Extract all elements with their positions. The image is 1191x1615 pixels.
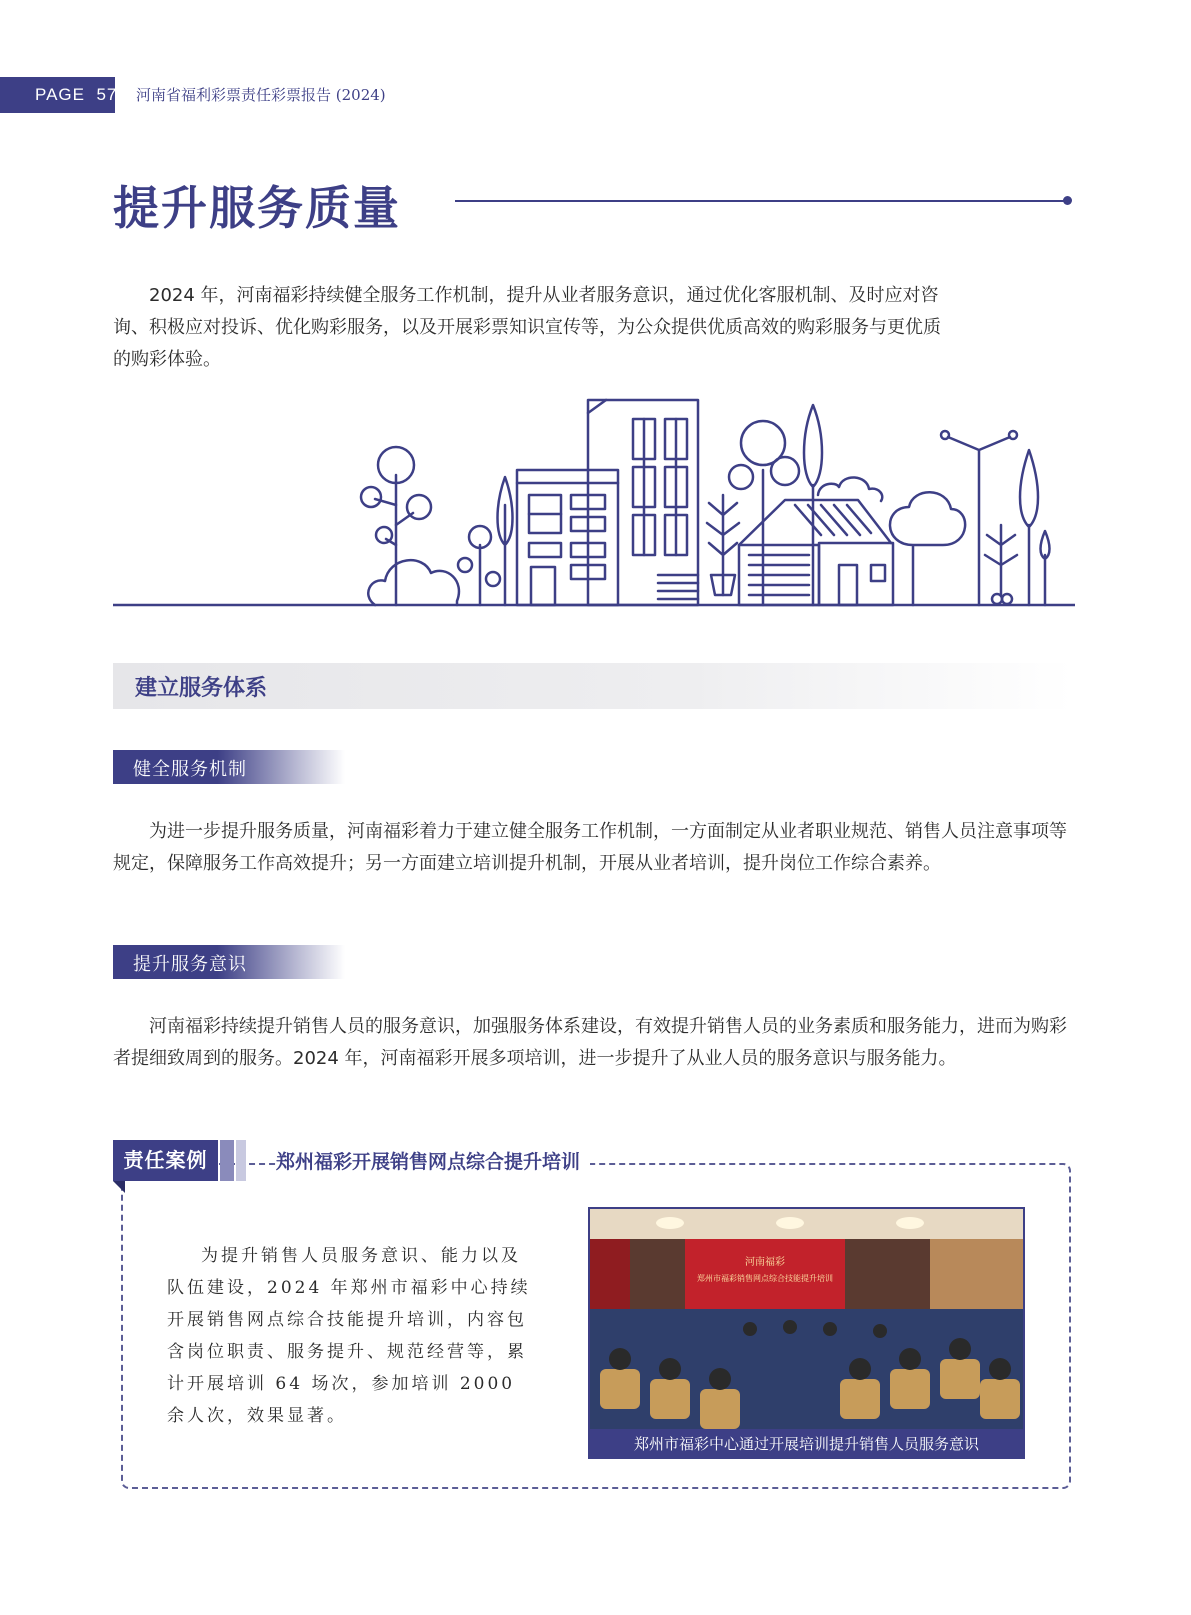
case-tag-stripe [236, 1140, 246, 1181]
subsection-body-mechanism: 为进一步提升服务质量，河南福彩着力于建立健全服务工作机制，一方面制定从业者职业规范、销售人员注意事项等规定，保障服务工作高效提升；另一方面建立培训提升机制，开展从业者培训，提升岗位工作综合素养。 [113, 821, 1067, 874]
title-rule-dot [1063, 196, 1072, 205]
case-title: 郑州福彩开展销售网点综合提升培训 [276, 1147, 590, 1174]
photo-banner-line1: 河南福彩 [745, 1257, 785, 1268]
section-header [113, 663, 1073, 709]
section-title: 建立服务体系 [135, 676, 268, 701]
case-tag-fold [113, 1181, 125, 1193]
case-body: 为提升销售人员服务意识、能力以及队伍建设，2024 年郑州市福彩中心持续开展销售网点综合技能提升培训，内容包含岗位职责、服务提升、规范经营等，累计开展培训 64 场次，参加培训 2000 余人次，效果显著。 [167, 1246, 531, 1426]
title-rule [455, 200, 1065, 202]
case-tag: 责任案例 [113, 1140, 218, 1181]
case-tag-stripe [220, 1140, 234, 1181]
city-illustration [113, 395, 1075, 617]
report-title: 河南省福利彩票责任彩票报告 (2024) [136, 86, 386, 104]
photo-banner-line2: 郑州市福彩销售网点综合技能提升培训 [697, 1274, 833, 1283]
page-label: PAGE [35, 85, 85, 104]
subsection-tag-awareness [113, 945, 345, 979]
intro-paragraph: 2024 年，河南福彩持续健全服务工作机制，提升从业者服务意识，通过优化客服机制、及时应对咨询、积极应对投诉、优化购彩服务，以及开展彩票知识宣传等，为公众提供优质高效的购彩服务与更优质的购彩体验。 [113, 285, 941, 370]
photo-caption: 郑州市福彩中心通过开展培训提升销售人员服务意识 [588, 1429, 1025, 1459]
page-title: 提升服务质量 [113, 181, 401, 235]
training-photo [588, 1207, 1025, 1459]
subsection-tag-label: 提升服务意识 [133, 954, 247, 975]
subsection-body-awareness: 河南福彩持续提升销售人员的服务意识，加强服务体系建设，有效提升销售人员的业务素质和服务能力，进而为购彩者提细致周到的服务。2024 年，河南福彩开展多项培训，进一步提升了从业人员的服务意识与服务能力。 [113, 1016, 1067, 1069]
subsection-tag-mechanism [113, 750, 345, 784]
page-number: 57 [96, 85, 118, 104]
page-number-tab [0, 77, 118, 113]
subsection-tag-label: 健全服务机制 [133, 759, 247, 780]
